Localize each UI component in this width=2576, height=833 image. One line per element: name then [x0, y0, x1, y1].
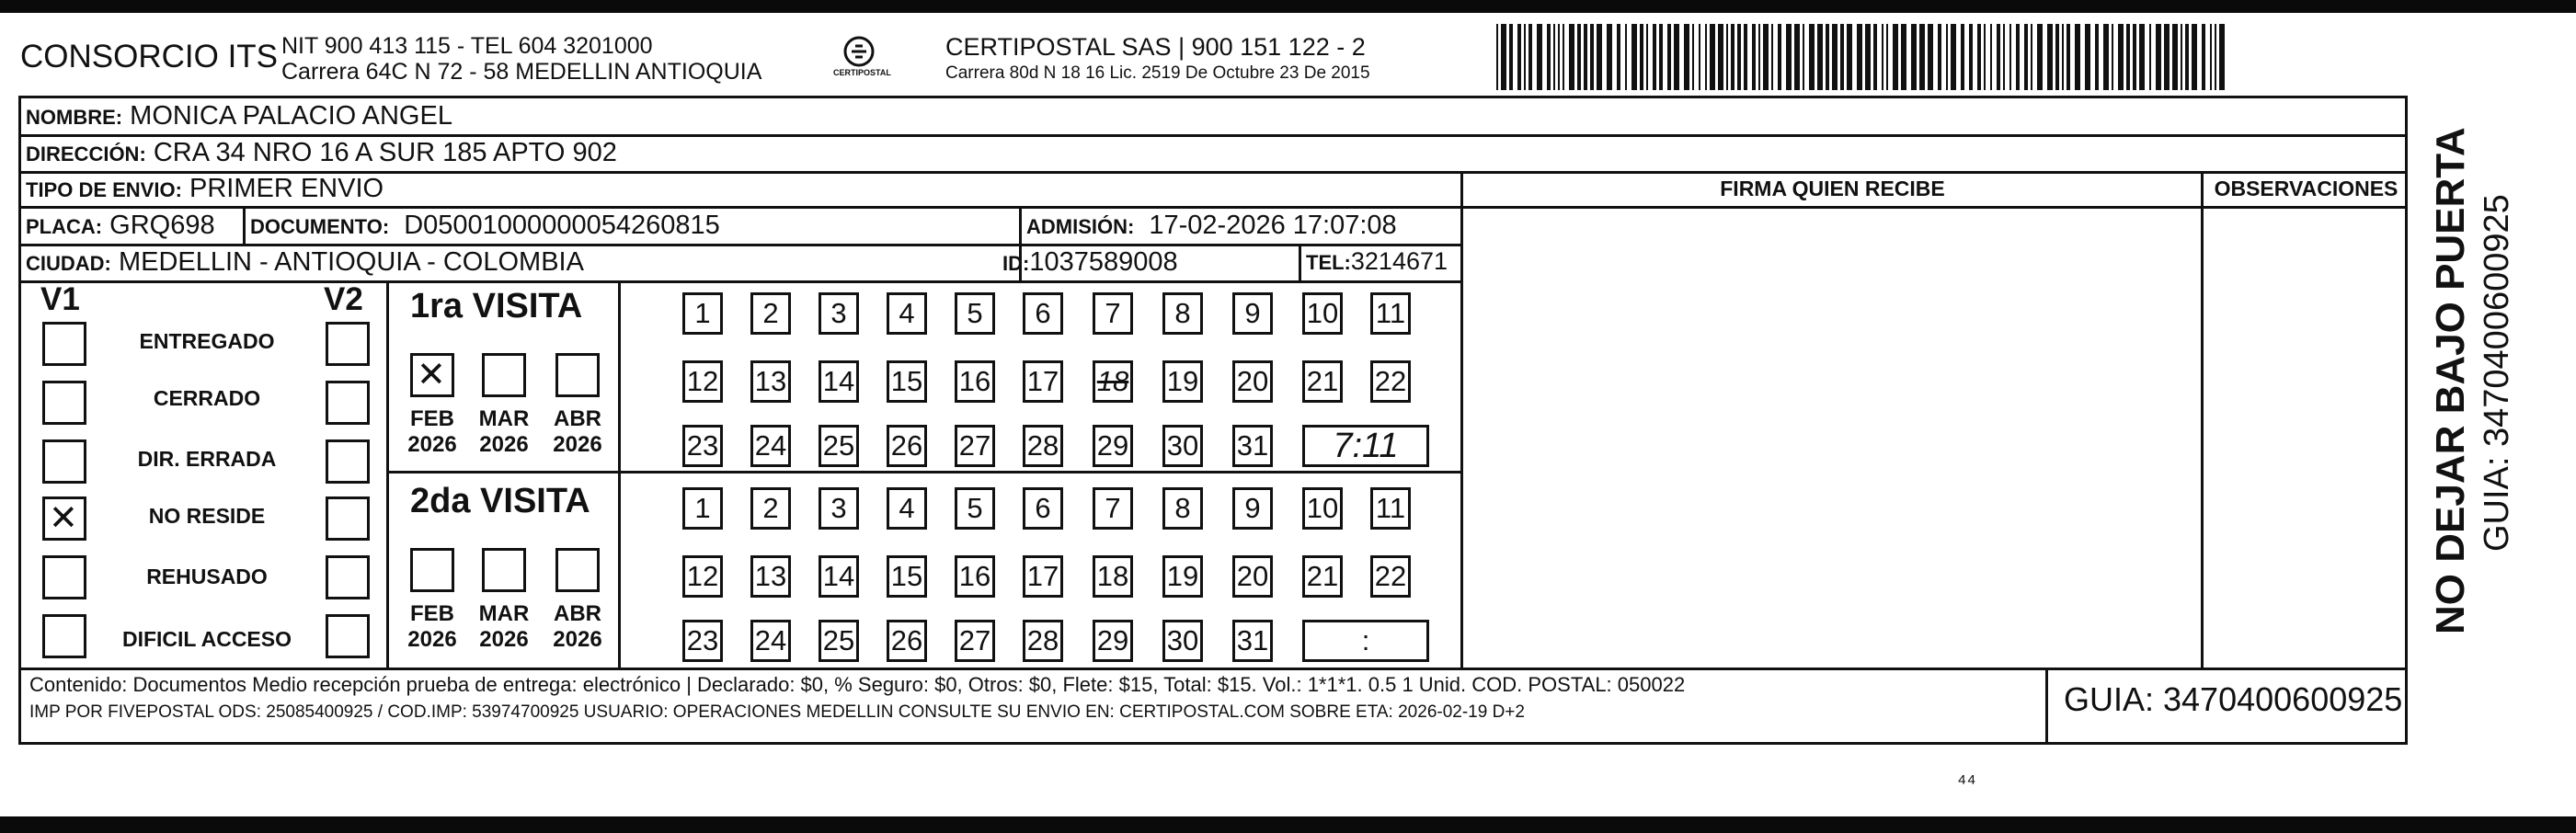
- visit-time-box[interactable]: 7:11: [1302, 425, 1429, 467]
- day-box[interactable]: 14: [819, 360, 859, 403]
- status-label: ENTREGADO: [139, 329, 275, 353]
- day-box[interactable]: 14: [819, 555, 859, 598]
- month-label: FEB 2026: [407, 601, 457, 652]
- month-checkbox[interactable]: [555, 548, 600, 592]
- day-box[interactable]: 13: [750, 360, 791, 403]
- day-box[interactable]: 6: [1023, 487, 1063, 530]
- day-box[interactable]: 16: [955, 555, 995, 598]
- month-label: MAR 2026: [478, 601, 530, 652]
- day-box[interactable]: 27: [955, 425, 995, 467]
- check-mark-icon: ✕: [49, 499, 78, 538]
- check-mark-icon: ✕: [417, 356, 446, 394]
- day-box[interactable]: 20: [1232, 555, 1273, 598]
- admision-value: 17-02-2026 17:07:08: [1149, 211, 1397, 240]
- day-box[interactable]: 26: [887, 620, 927, 662]
- day-box[interactable]: 25: [819, 425, 859, 467]
- v1-checkbox[interactable]: [42, 322, 86, 366]
- ciudad-label: CIUDAD:: [26, 252, 111, 275]
- day-box[interactable]: 10: [1302, 487, 1343, 530]
- id-label: ID:: [1002, 252, 1030, 275]
- day-box[interactable]: 7: [1093, 292, 1133, 335]
- logo-caption: CERTIPOSTAL: [833, 68, 891, 77]
- month-checkbox[interactable]: [410, 548, 454, 592]
- day-box[interactable]: 3: [819, 292, 859, 335]
- month-checkbox[interactable]: [482, 353, 526, 397]
- nombre-value: MONICA PALACIO ANGEL: [130, 101, 452, 131]
- day-box[interactable]: 9: [1232, 292, 1273, 335]
- day-box[interactable]: 26: [887, 425, 927, 467]
- day-box[interactable]: 30: [1162, 620, 1203, 662]
- day-box[interactable]: 24: [750, 425, 791, 467]
- address-line: Carrera 64C N 72 - 58 MEDELLIN ANTIOQUIA: [281, 59, 762, 85]
- day-box[interactable]: 8: [1162, 292, 1203, 335]
- day-box[interactable]: 1: [682, 292, 723, 335]
- certipostal-logo: [833, 33, 891, 85]
- day-box[interactable]: 31: [1232, 620, 1273, 662]
- direccion-label: DIRECCIÓN:: [26, 143, 146, 165]
- day-box[interactable]: 29: [1093, 620, 1133, 662]
- bottom-scan-bar: [0, 816, 2576, 833]
- day-box[interactable]: 2: [750, 292, 791, 335]
- day-box[interactable]: 6: [1023, 292, 1063, 335]
- day-box[interactable]: 16: [955, 360, 995, 403]
- day-box[interactable]: 4: [887, 292, 927, 335]
- v2-label: V2: [324, 281, 363, 317]
- day-box[interactable]: 12: [682, 555, 723, 598]
- id-value: 1037589008: [1029, 247, 1178, 277]
- day-box[interactable]: 25: [819, 620, 859, 662]
- day-box[interactable]: 9: [1232, 487, 1273, 530]
- day-box[interactable]: 27: [955, 620, 995, 662]
- day-box[interactable]: 23: [682, 620, 723, 662]
- firma-label: FIRMA QUIEN RECIBE: [1720, 177, 1945, 200]
- day-box[interactable]: 1: [682, 487, 723, 530]
- visit2-title: 2da VISITA: [410, 482, 590, 520]
- observaciones-label: OBSERVACIONES: [2214, 177, 2399, 200]
- v2-checkbox[interactable]: [326, 555, 370, 599]
- v2-checkbox[interactable]: [326, 381, 370, 425]
- v2-checkbox[interactable]: [326, 496, 370, 541]
- day-box[interactable]: 31: [1232, 425, 1273, 467]
- month-label: FEB 2026: [407, 406, 457, 457]
- v2-checkbox[interactable]: [326, 614, 370, 658]
- v1-checkbox[interactable]: [42, 555, 86, 599]
- v2-checkbox[interactable]: [326, 322, 370, 366]
- day-box[interactable]: 13: [750, 555, 791, 598]
- day-box[interactable]: 24: [750, 620, 791, 662]
- day-box[interactable]: 19: [1162, 360, 1203, 403]
- side-guia: GUIA: 3470400600925: [2478, 194, 2516, 552]
- documento-label: DOCUMENTO:: [250, 215, 390, 238]
- month-label: ABR 2026: [553, 406, 602, 457]
- v1-checkbox[interactable]: [42, 614, 86, 658]
- day-box[interactable]: 17: [1023, 555, 1063, 598]
- month-checkbox[interactable]: [482, 548, 526, 592]
- footer-imp: IMP POR FIVEPOSTAL ODS: 25085400925 / COD.IMP: 53974700925 USUARIO: OPERACIONES MEDELLIN CONSULTE SU ENVIO EN: CERTIPOSTAL.COM SOBRE ETA: 2026-02-19 D+2: [29, 702, 1525, 722]
- day-box[interactable]: 28: [1023, 425, 1063, 467]
- day-box[interactable]: 30: [1162, 425, 1203, 467]
- company-name: CONSORCIO ITS: [20, 39, 279, 74]
- month-checkbox[interactable]: [555, 353, 600, 397]
- day-box[interactable]: 28: [1023, 620, 1063, 662]
- visit1-title: 1ra VISITA: [410, 287, 583, 325]
- v1-label: V1: [40, 281, 80, 317]
- day-box[interactable]: 18: [1093, 360, 1133, 403]
- month-label: MAR 2026: [478, 406, 530, 457]
- day-box[interactable]: 3: [819, 487, 859, 530]
- day-box[interactable]: 10: [1302, 292, 1343, 335]
- tel-label: TEL:: [1306, 251, 1351, 274]
- footer-contenido: Contenido: Documentos Medio recepción prueba de entrega: electrónico | Declarado: $0, % Seguro: $0, Otros: $0, Flete: $15, Total: $15. Vol.: 1*1*1. 0.5 1 Unid. COD. POSTAL: 050022: [29, 673, 1686, 696]
- tel-value: 3214671: [1350, 247, 1448, 275]
- top-scan-bar: [0, 0, 2576, 13]
- day-box[interactable]: 21: [1302, 360, 1343, 403]
- day-box[interactable]: 11: [1370, 487, 1411, 530]
- day-box[interactable]: 5: [955, 487, 995, 530]
- day-box[interactable]: 11: [1370, 292, 1411, 335]
- status-label: DIR. ERRADA: [137, 447, 277, 471]
- day-box[interactable]: 12: [682, 360, 723, 403]
- v2-checkbox[interactable]: [326, 439, 370, 484]
- footer-guia-box: GUIA: 3470400600925: [2064, 680, 2403, 718]
- ciudad-value: MEDELLIN - ANTIOQUIA - COLOMBIA: [118, 247, 584, 277]
- day-box[interactable]: 22: [1370, 555, 1411, 598]
- admision-label: ADMISIÓN:: [1026, 215, 1135, 238]
- side-warning: NO DEJAR BAJO PUERTA: [2428, 127, 2473, 634]
- status-label: CERRADO: [153, 386, 261, 410]
- day-box[interactable]: 15: [887, 360, 927, 403]
- day-box[interactable]: 29: [1093, 425, 1133, 467]
- nit-line: NIT 900 413 115 - TEL 604 3201000: [281, 33, 653, 59]
- v1-checkbox[interactable]: [42, 381, 86, 425]
- day-box[interactable]: 22: [1370, 360, 1411, 403]
- day-box[interactable]: 21: [1302, 555, 1343, 598]
- v1-checkbox[interactable]: [42, 439, 86, 484]
- status-label: DIFICIL ACCESO: [121, 627, 292, 651]
- status-label: NO RESIDE: [148, 504, 266, 528]
- stray-mark: ⁴⁴: [1957, 770, 1976, 795]
- certipostal-line: CERTIPOSTAL SAS | 900 151 122 - 2: [945, 33, 1366, 61]
- direccion-value: CRA 34 NRO 16 A SUR 185 APTO 902: [153, 138, 617, 167]
- month-checkbox[interactable]: [410, 353, 454, 397]
- barcode: [1496, 24, 2227, 90]
- month-label: ABR 2026: [553, 601, 602, 652]
- status-label: REHUSADO: [146, 565, 268, 588]
- day-box[interactable]: 18: [1093, 555, 1133, 598]
- day-box[interactable]: 8: [1162, 487, 1203, 530]
- day-box[interactable]: 4: [887, 487, 927, 530]
- day-box[interactable]: 2: [750, 487, 791, 530]
- nombre-label: NOMBRE:: [26, 106, 123, 129]
- day-box[interactable]: 23: [682, 425, 723, 467]
- tipo-label: TIPO DE ENVIO:: [26, 178, 182, 201]
- tipo-value: PRIMER ENVIO: [189, 174, 384, 203]
- license-line: Carrera 80d N 18 16 Lic. 2519 De Octubre 23 De 2015: [945, 63, 1370, 83]
- day-box[interactable]: 17: [1023, 360, 1063, 403]
- visit-time-box[interactable]: :: [1302, 620, 1429, 662]
- placa-label: PLACA:: [26, 215, 103, 238]
- day-box[interactable]: 15: [887, 555, 927, 598]
- v1-checkbox[interactable]: [42, 496, 86, 541]
- placa-value: GRQ698: [109, 211, 215, 240]
- day-box[interactable]: 7: [1093, 487, 1133, 530]
- day-box[interactable]: 20: [1232, 360, 1273, 403]
- documento-value: D05001000000054260815: [404, 211, 720, 240]
- day-box[interactable]: 5: [955, 292, 995, 335]
- day-box[interactable]: 19: [1162, 555, 1203, 598]
